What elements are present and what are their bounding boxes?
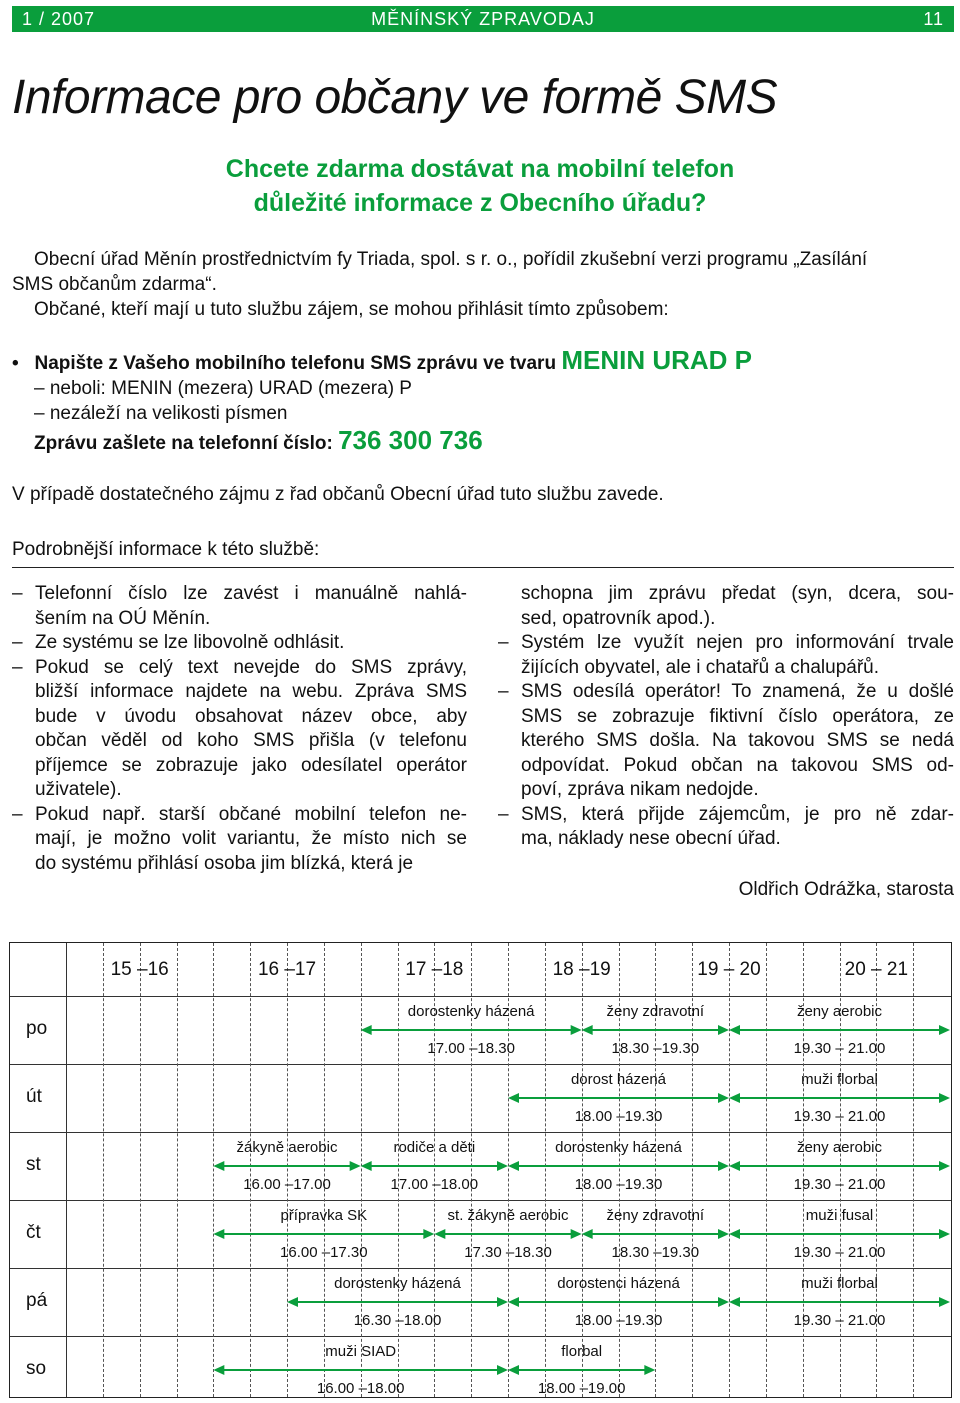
phone-number: 736 300 736 — [338, 425, 483, 455]
send-instruction — [34, 425, 483, 456]
arrow-head-right — [939, 1161, 950, 1171]
list-item — [12, 803, 467, 877]
event-time: 17.00 –18.30 — [427, 1040, 515, 1057]
event-time: 19.30 – 21.00 — [793, 1108, 886, 1125]
list-item-line: – Systém lze využít nejen pro informování trvale — [521, 632, 954, 653]
event-time: 18.30 –19.30 — [611, 1244, 700, 1261]
event-name: přípravka SK — [280, 1207, 368, 1224]
event-name: dorost házená — [570, 1071, 667, 1088]
arrow-head-left — [508, 1093, 519, 1103]
list-item — [12, 582, 467, 631]
list-item-line: občan věděl od koho SMS přišla (v telefonu — [35, 730, 467, 751]
arrow-head-left — [729, 1229, 740, 1239]
event-time: 18.00 –19.30 — [574, 1312, 663, 1329]
instruction-text: Napište z Vašeho mobilního telefonu SMS zprávu ve tvaru — [34, 353, 557, 374]
arrow-head-right — [718, 1229, 729, 1239]
hour-header: 15 –16 — [110, 959, 169, 980]
event-time: 17.30 –18.30 — [464, 1244, 552, 1261]
hour-header: 19 – 20 — [697, 959, 761, 980]
send-label: Zprávu zašlete na telefonní číslo: — [34, 433, 333, 454]
event-time: 17.00 –18.00 — [390, 1176, 479, 1193]
event-time: 18.30 –19.30 — [611, 1040, 700, 1057]
arrow-head-right — [497, 1297, 508, 1307]
conclusion-text: V případě dostatečného zájmu z řad občanů Obecní úřad tuto službu zavede. — [12, 484, 664, 505]
event-name: rodiče a děti — [393, 1139, 476, 1156]
day-label: so — [26, 1358, 47, 1379]
day-label: út — [26, 1086, 42, 1107]
arrow-head-left — [361, 1025, 372, 1035]
intro-line-1: Obecní úřad Měnín prostřednictvím fy Triada, spol. s r. o., pořídil zkušební verzi programu „Zasílání — [34, 249, 868, 270]
hour-header: 17 –18 — [405, 959, 464, 980]
arrow-head-left — [582, 1025, 593, 1035]
day-label: čt — [26, 1222, 41, 1243]
event-name: dorostenci házená — [557, 1275, 680, 1292]
event-time: 16.00 –17.30 — [280, 1244, 368, 1261]
newsletter-title: MĚNÍNSKÝ ZPRAVODAJ — [371, 9, 595, 29]
subtitle-line-1: Chcete zdarma dostávat na mobilní telefon — [225, 155, 735, 183]
event-name: dorostenky házená — [555, 1139, 682, 1156]
list-item-line: poví, zpráva nikam nedojde. — [521, 779, 759, 800]
details-heading: Podrobnější informace k této službě: — [12, 539, 320, 560]
event-name: muži fusal — [805, 1207, 874, 1224]
arrow-head-left — [729, 1161, 740, 1171]
arrow-head-right — [497, 1365, 508, 1375]
list-item-line: kterého SMS došla. Na takovou SMS se nedá — [521, 730, 954, 751]
event-time: 19.30 – 21.00 — [793, 1312, 886, 1329]
arrow-head-left — [729, 1297, 740, 1307]
list-item-line: – SMS odesílá operátor! To znamená, že u došlé — [521, 681, 954, 702]
event-name: žákyně aerobic — [236, 1139, 338, 1156]
arrow-head-left — [729, 1093, 740, 1103]
page-number: 11 — [923, 9, 944, 29]
event-time: 16.00 –18.00 — [316, 1380, 405, 1397]
list-item-line: odpovídat. Pokud občan na takovou SMS od- — [521, 754, 954, 776]
arrow-head-right — [718, 1025, 729, 1035]
list-item-line: sed, opatrovník apod.). — [521, 607, 716, 629]
list-item-line: SMS se zobrazuje fiktivní číslo operátora, ze — [521, 705, 954, 727]
arrow-head-left — [582, 1229, 593, 1239]
details-right-column — [498, 582, 954, 852]
list-item-line: ma, náklady nese obecní úřad. — [521, 828, 781, 849]
arrow-head-left — [361, 1161, 372, 1171]
day-label: po — [26, 1018, 48, 1039]
arrow-head-left — [508, 1297, 519, 1307]
list-item-line: – Pokud např. starší občané mobilní telefon ne- — [35, 803, 467, 825]
arrow-head-left — [508, 1365, 519, 1375]
arrow-head-right — [718, 1297, 729, 1307]
arrow-head-right — [939, 1025, 950, 1035]
arrow-head-right — [939, 1229, 950, 1239]
event-name: muži florbal — [801, 1275, 878, 1292]
day-label: pá — [26, 1290, 48, 1311]
intro-line-2: SMS občanům zdarma“. — [12, 274, 217, 295]
instruction-bullet — [12, 345, 753, 376]
list-item-line: příjemce se zobrazuje jako odesílatel operátor — [35, 754, 467, 776]
arrow-head-right — [423, 1229, 434, 1239]
event-time: 19.30 – 21.00 — [793, 1040, 886, 1057]
arrow-head-right — [718, 1161, 729, 1171]
arrow-head-right — [350, 1161, 361, 1171]
article-title: Informace pro občany ve formě SMS — [12, 71, 778, 124]
event-time: 19.30 – 21.00 — [793, 1244, 886, 1261]
list-item — [498, 803, 954, 852]
schedule-table — [9, 942, 952, 1398]
hour-header: 20 – 21 — [844, 959, 909, 980]
list-item-line: bližší informace najdete na webu. Zpráva SMS — [35, 681, 467, 702]
section-divider — [12, 567, 954, 568]
arrow-head-left — [213, 1161, 224, 1171]
list-item-line: šením na OÚ Měnín. — [35, 607, 211, 629]
arrow-head-left — [213, 1365, 224, 1375]
list-item-continuation — [498, 582, 954, 631]
signature: Oldřich Odrážka, starosta — [738, 879, 954, 900]
event-name: st. žákyně aerobic — [447, 1207, 569, 1224]
event-name: dorostenky házená — [334, 1275, 461, 1292]
event-name: ženy aerobic — [796, 1139, 883, 1156]
list-item-line: – SMS, která přijde zájemcům, je pro ně zdar- — [521, 803, 954, 825]
arrow-head-left — [508, 1161, 519, 1171]
event-name: ženy zdravotní — [606, 1003, 705, 1020]
list-item-line: schopna jim zprávu předat (syn, dcera, sou- — [521, 583, 954, 604]
event-time: 18.00 –19.30 — [574, 1108, 663, 1125]
list-item — [498, 631, 954, 680]
arrow-head-left — [287, 1297, 298, 1307]
bullet-icon: • — [12, 353, 19, 374]
arrow-head-right — [939, 1093, 950, 1103]
event-name: ženy aerobic — [796, 1003, 883, 1020]
event-name: muži florbal — [801, 1071, 878, 1088]
event-time: 18.00 –19.30 — [574, 1176, 663, 1193]
event-time: 16.00 –17.00 — [243, 1176, 331, 1193]
day-label: st — [26, 1154, 41, 1175]
list-item-line: bude v úvodu obsahovat název obce, aby — [35, 705, 467, 727]
event-time: 19.30 – 21.00 — [793, 1176, 886, 1193]
arrow-head-right — [939, 1297, 950, 1307]
hour-header: 16 –17 — [257, 959, 317, 980]
event-time: 16.30 –18.00 — [353, 1312, 442, 1329]
event-name: dorostenky házená — [407, 1003, 535, 1020]
arrow-head-left — [729, 1025, 740, 1035]
list-item — [12, 631, 467, 656]
instruction-note-2: – nezáleží na velikosti písmen — [34, 403, 288, 424]
page-header — [12, 6, 954, 32]
event-time: 18.00 –19.00 — [537, 1380, 626, 1397]
list-item — [498, 680, 954, 803]
list-item — [12, 656, 467, 803]
instruction-note-1: – neboli: MENIN (mezera) URAD (mezera) P — [34, 378, 412, 399]
arrow-head-right — [571, 1229, 582, 1239]
hour-header: 18 –19 — [552, 959, 611, 980]
event-name: ženy zdravotní — [606, 1207, 705, 1224]
details-left-column — [12, 582, 467, 876]
list-item-line: – Ze systému se lze libovolně odhlásit. — [35, 632, 345, 653]
arrow-head-left — [213, 1229, 224, 1239]
arrow-head-right — [571, 1025, 582, 1035]
sms-code: MENIN URAD P — [561, 345, 753, 375]
list-item-line: – Telefonní číslo lze zavést i manuálně nahlá- — [35, 583, 467, 604]
event-name: muži SIAD — [325, 1343, 397, 1360]
arrow-head-right — [644, 1365, 655, 1375]
list-item-line: mají, je možno volit variantu, že místo nich se — [35, 828, 467, 849]
intro-line-3: Občané, kteří mají u tuto službu zájem, se mohou přihlásit tímto způsobem: — [34, 299, 669, 320]
list-item-line: uživatele). — [35, 779, 122, 800]
arrow-head-left — [434, 1229, 445, 1239]
event-name: florbal — [561, 1343, 603, 1360]
list-item-line: do systému přihlásí osoba jim blízká, která je — [35, 852, 414, 874]
arrow-head-right — [718, 1093, 729, 1103]
list-item-line: – Pokud se celý text nevejde do SMS zprávy, — [35, 656, 467, 678]
subtitle-line-2: důležité informace z Obecního úřadu? — [253, 189, 707, 217]
list-item-line: žijících obyvatel, ale i chatařů a chalupářů. — [521, 656, 880, 678]
article-subtitle — [0, 152, 960, 220]
issue-number: 1 / 2007 — [22, 9, 96, 29]
arrow-head-right — [497, 1161, 508, 1171]
